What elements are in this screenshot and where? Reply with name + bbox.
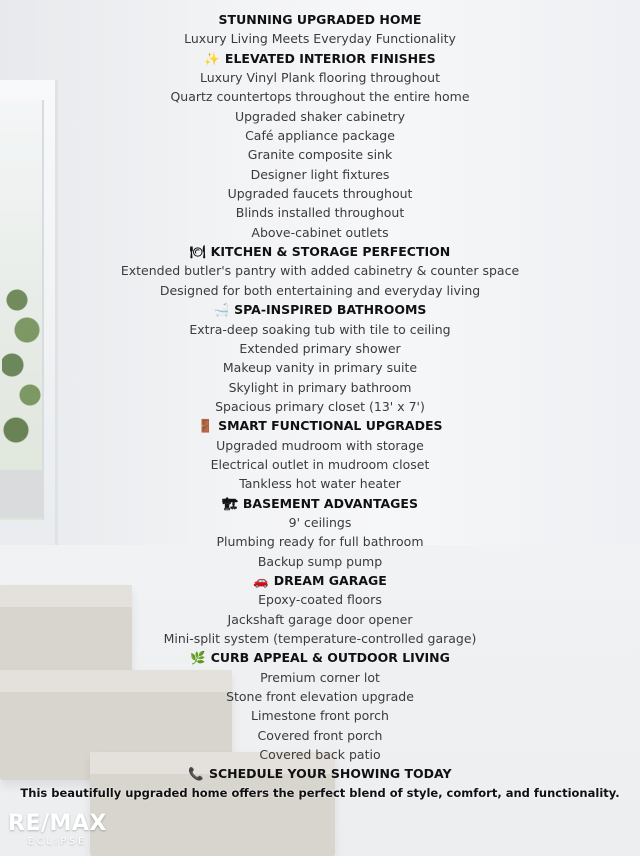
construction-icon: 🏗	[222, 495, 238, 511]
listing-features	[0, 10, 640, 803]
section-heading-text: SPA-INSPIRED BATHROOMS	[234, 302, 427, 318]
section-heading	[0, 242, 640, 261]
bathtub-icon: 🛁	[213, 302, 230, 318]
feature-item: Extended primary shower	[239, 340, 401, 356]
feature-item: Covered back patio	[259, 747, 381, 763]
plate-icon: 🍽	[189, 244, 206, 260]
feature-item: Premium corner lot	[260, 669, 380, 685]
section-heading	[0, 300, 640, 319]
remax-eclipse-logo	[8, 812, 107, 848]
sparkles-icon: ✨	[204, 50, 220, 66]
feature-item: Above-cabinet outlets	[251, 224, 389, 240]
listing-tagline: Luxury Living Meets Everyday Functionality	[184, 31, 456, 47]
cta-heading	[0, 764, 640, 783]
feature-sections	[0, 49, 640, 765]
section-heading	[0, 648, 640, 667]
feature-item: Extended butler's pantry with added cabinetry & counter space	[120, 263, 520, 279]
feature-item: Upgraded shaker cabinetry	[234, 108, 406, 124]
section-heading-text: BASEMENT ADVANTAGES	[242, 495, 418, 511]
section-heading-text: DREAM GARAGE	[273, 572, 387, 588]
phone-icon: 📞	[188, 766, 204, 782]
feature-item: Limestone front porch	[251, 708, 389, 724]
section-heading-text: SMART FUNCTIONAL UPGRADES	[218, 418, 443, 434]
section-heading-text: CURB APPEAL & OUTDOOR LIVING	[210, 650, 450, 666]
listing-title: STUNNING UPGRADED HOME	[218, 12, 422, 27]
feature-item: Luxury Vinyl Plank flooring throughout	[199, 70, 440, 86]
feature-item: Mini-split system (temperature-controlled garage)	[163, 631, 477, 646]
section-heading-text: ELEVATED INTERIOR FINISHES	[224, 50, 436, 66]
feature-item: Designed for both entertaining and everyday living	[159, 282, 481, 298]
section-heading	[0, 49, 640, 68]
feature-item: Designer light fixtures	[250, 166, 390, 182]
feature-item: Spacious primary closet (13' x 7')	[215, 398, 425, 414]
feature-item: Jackshaft garage door opener	[227, 611, 413, 627]
section-heading-text: KITCHEN & STORAGE PERFECTION	[210, 244, 451, 260]
feature-item: 9' ceilings	[288, 514, 352, 530]
leaf-icon: 🌿	[190, 650, 206, 666]
feature-item: Covered front porch	[257, 727, 383, 743]
feature-item: Quartz countertops throughout the entire home	[170, 89, 470, 105]
feature-item: Café appliance package	[245, 128, 395, 144]
feature-item: Epoxy-coated floors	[258, 592, 382, 608]
feature-item: Upgraded faucets throughout	[227, 186, 413, 202]
cta-heading-text: SCHEDULE YOUR SHOWING TODAY	[209, 766, 452, 782]
feature-item: Skylight in primary bathroom	[228, 379, 412, 395]
door-icon: 🚪	[197, 418, 214, 434]
feature-item: Stone front elevation upgrade	[226, 689, 414, 705]
section-heading	[0, 416, 640, 435]
car-icon: 🚗	[253, 572, 269, 588]
brand-name: RE/MAX	[8, 811, 107, 836]
feature-item: Backup sump pump	[257, 553, 383, 569]
feature-item: Makeup vanity in primary suite	[222, 360, 418, 376]
brand-office: ECLIPSE	[27, 836, 88, 847]
feature-item: Plumbing ready for full bathroom	[216, 534, 424, 550]
feature-item: Tankless hot water heater	[239, 476, 401, 492]
feature-item: Blinds installed throughout	[235, 205, 405, 221]
feature-item: Granite composite sink	[247, 147, 393, 163]
feature-item: Extra-deep soaking tub with tile to ceiling	[189, 321, 451, 337]
section-heading	[0, 571, 640, 590]
section-heading	[0, 494, 640, 513]
closing-statement: This beautifully upgraded home offers the perfect blend of style, comfort, and functionality.	[20, 785, 620, 800]
feature-item: Electrical outlet in mudroom closet	[210, 456, 430, 472]
feature-item: Upgraded mudroom with storage	[216, 437, 424, 453]
